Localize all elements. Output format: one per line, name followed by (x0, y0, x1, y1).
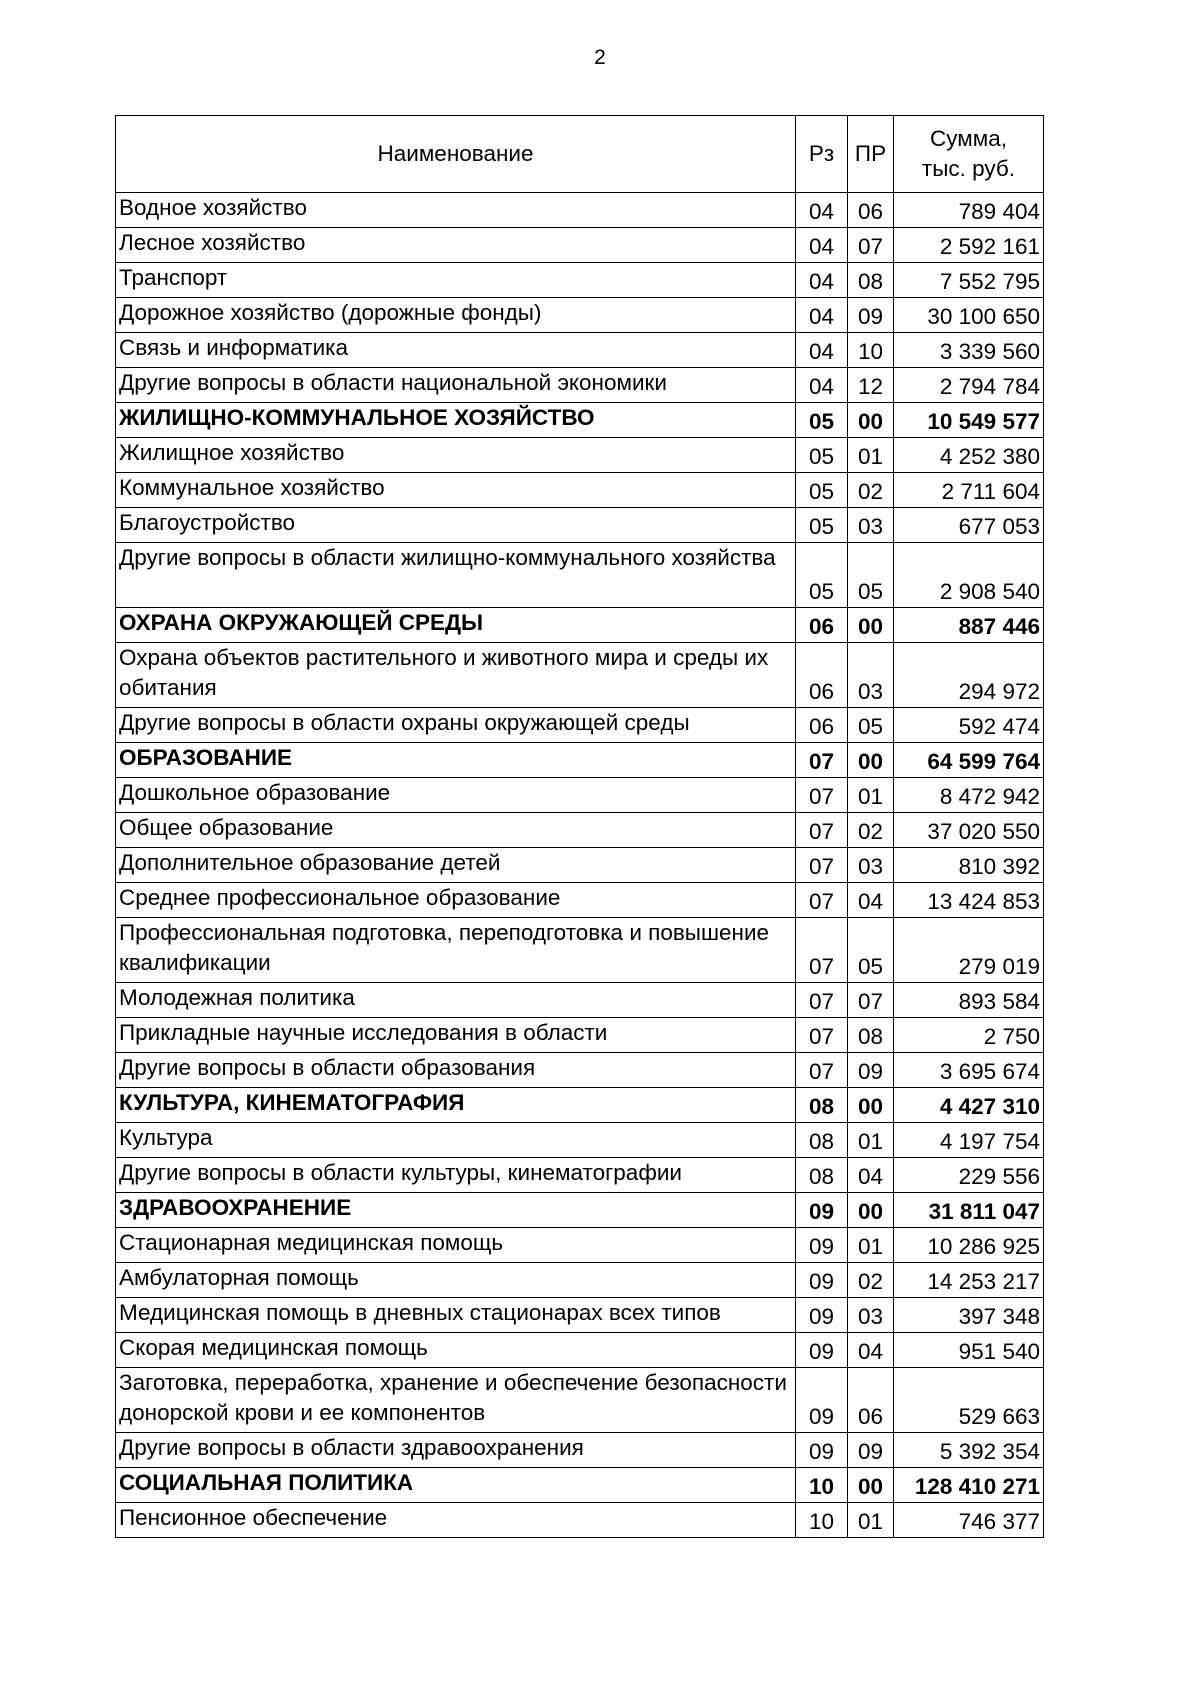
row-name: Лесное хозяйство (116, 228, 796, 263)
row-name: Пенсионное обеспечение (116, 1503, 796, 1538)
row-sum: 887 446 (894, 608, 1044, 643)
row-name: Другие вопросы в области культуры, кинематографии (116, 1158, 796, 1193)
row-rz: 06 (796, 708, 848, 743)
row-name: ЖИЛИЩНО-КОММУНАЛЬНОЕ ХОЗЯЙСТВО (116, 403, 796, 438)
table-row (116, 1298, 1044, 1333)
table-row (116, 333, 1044, 368)
budget-table (115, 115, 1044, 1538)
row-rz: 08 (796, 1088, 848, 1123)
row-name: Благоустройство (116, 508, 796, 543)
row-pr: 01 (848, 1123, 894, 1158)
row-name: Водное хозяйство (116, 193, 796, 228)
header-sum (894, 116, 1044, 193)
row-pr: 06 (848, 1368, 894, 1433)
row-pr: 01 (848, 1228, 894, 1263)
row-name: Скорая медицинская помощь (116, 1333, 796, 1368)
row-sum: 2 908 540 (894, 543, 1044, 608)
row-sum: 893 584 (894, 983, 1044, 1018)
table-row (116, 983, 1044, 1018)
row-name: Заготовка, переработка, хранение и обеспечение безопасности донорской крови и ее компонентов (116, 1368, 796, 1433)
row-rz: 07 (796, 848, 848, 883)
row-pr: 02 (848, 813, 894, 848)
row-pr: 09 (848, 1433, 894, 1468)
row-rz: 07 (796, 983, 848, 1018)
row-rz: 09 (796, 1433, 848, 1468)
row-sum: 13 424 853 (894, 883, 1044, 918)
header-pr: ПР (848, 116, 894, 193)
row-name: ЗДРАВООХРАНЕНИЕ (116, 1193, 796, 1228)
row-pr: 03 (848, 1298, 894, 1333)
row-rz: 07 (796, 918, 848, 983)
row-name: КУЛЬТУРА, КИНЕМАТОГРАФИЯ (116, 1088, 796, 1123)
row-rz: 09 (796, 1333, 848, 1368)
table-header (116, 116, 1044, 193)
row-rz: 07 (796, 1053, 848, 1088)
table-row (116, 228, 1044, 263)
table-row (116, 1503, 1044, 1538)
row-name: ОХРАНА ОКРУЖАЮЩЕЙ СРЕДЫ (116, 608, 796, 643)
row-name: Дополнительное образование детей (116, 848, 796, 883)
row-sum: 14 253 217 (894, 1263, 1044, 1298)
row-pr: 02 (848, 1263, 894, 1298)
row-rz: 04 (796, 228, 848, 263)
row-rz: 07 (796, 778, 848, 813)
row-name: Другие вопросы в области здравоохранения (116, 1433, 796, 1468)
row-rz: 10 (796, 1503, 848, 1538)
row-sum: 592 474 (894, 708, 1044, 743)
row-sum: 7 552 795 (894, 263, 1044, 298)
table-row (116, 1228, 1044, 1263)
row-pr: 06 (848, 193, 894, 228)
table-row (116, 438, 1044, 473)
table-row (116, 193, 1044, 228)
row-name: Другие вопросы в области образования (116, 1053, 796, 1088)
table-row (116, 1158, 1044, 1193)
row-sum: 3 695 674 (894, 1053, 1044, 1088)
row-rz: 08 (796, 1158, 848, 1193)
row-rz: 10 (796, 1468, 848, 1503)
row-rz: 07 (796, 1018, 848, 1053)
row-sum: 294 972 (894, 643, 1044, 708)
row-name: Связь и информатика (116, 333, 796, 368)
row-rz: 07 (796, 813, 848, 848)
row-sum: 10 286 925 (894, 1228, 1044, 1263)
table-row (116, 1333, 1044, 1368)
row-rz: 04 (796, 263, 848, 298)
row-sum: 529 663 (894, 1368, 1044, 1433)
section-row (116, 1468, 1044, 1503)
page-number: 2 (594, 46, 606, 69)
row-name: Стационарная медицинская помощь (116, 1228, 796, 1263)
table-row (116, 1263, 1044, 1298)
row-sum: 3 339 560 (894, 333, 1044, 368)
row-sum: 30 100 650 (894, 298, 1044, 333)
table-row (116, 708, 1044, 743)
row-pr: 07 (848, 228, 894, 263)
row-rz: 09 (796, 1263, 848, 1298)
row-sum: 789 404 (894, 193, 1044, 228)
table-row (116, 298, 1044, 333)
row-pr: 00 (848, 743, 894, 778)
row-name: Другие вопросы в области жилищно-коммунального хозяйства (116, 543, 796, 608)
section-row (116, 1193, 1044, 1228)
row-name: Прикладные научные исследования в области (116, 1018, 796, 1053)
row-rz: 07 (796, 883, 848, 918)
row-rz: 04 (796, 333, 848, 368)
table-row (116, 543, 1044, 608)
row-rz: 09 (796, 1228, 848, 1263)
header-sum-line1: Сумма, (930, 126, 1007, 151)
row-pr: 00 (848, 1088, 894, 1123)
row-name: Охрана объектов растительного и животного мира и среды их обитания (116, 643, 796, 708)
header-rz: Рз (796, 116, 848, 193)
row-name: Медицинская помощь в дневных стационарах всех типов (116, 1298, 796, 1333)
row-pr: 09 (848, 298, 894, 333)
section-row (116, 608, 1044, 643)
row-pr: 00 (848, 1193, 894, 1228)
row-pr: 03 (848, 508, 894, 543)
row-pr: 08 (848, 1018, 894, 1053)
table-row (116, 1123, 1044, 1158)
table-row (116, 1433, 1044, 1468)
table-row (116, 883, 1044, 918)
row-name: Транспорт (116, 263, 796, 298)
row-sum: 64 599 764 (894, 743, 1044, 778)
row-pr: 05 (848, 918, 894, 983)
row-pr: 04 (848, 1333, 894, 1368)
row-sum: 4 427 310 (894, 1088, 1044, 1123)
row-name: Другие вопросы в области национальной экономики (116, 368, 796, 403)
row-name: Жилищное хозяйство (116, 438, 796, 473)
row-rz: 04 (796, 368, 848, 403)
row-sum: 810 392 (894, 848, 1044, 883)
row-sum: 2 592 161 (894, 228, 1044, 263)
row-rz: 05 (796, 543, 848, 608)
row-rz: 09 (796, 1193, 848, 1228)
header-sum-line2: тыс. руб. (921, 156, 1016, 181)
section-row (116, 743, 1044, 778)
table-row (116, 813, 1044, 848)
table-row (116, 778, 1044, 813)
row-sum: 31 811 047 (894, 1193, 1044, 1228)
table-row (116, 848, 1044, 883)
row-rz: 05 (796, 403, 848, 438)
row-pr: 00 (848, 608, 894, 643)
row-name: Дорожное хозяйство (дорожные фонды) (116, 298, 796, 333)
row-sum: 951 540 (894, 1333, 1044, 1368)
row-pr: 03 (848, 643, 894, 708)
row-rz: 05 (796, 508, 848, 543)
row-rz: 09 (796, 1298, 848, 1333)
row-sum: 229 556 (894, 1158, 1044, 1193)
row-pr: 01 (848, 778, 894, 813)
row-rz: 05 (796, 473, 848, 508)
row-name: Профессиональная подготовка, переподготовка и повышение квалификации (116, 918, 796, 983)
row-rz: 06 (796, 643, 848, 708)
table-row (116, 643, 1044, 708)
section-row (116, 1088, 1044, 1123)
row-rz: 08 (796, 1123, 848, 1158)
row-sum: 37 020 550 (894, 813, 1044, 848)
row-sum: 2 794 784 (894, 368, 1044, 403)
row-pr: 03 (848, 848, 894, 883)
table-row (116, 368, 1044, 403)
row-sum: 8 472 942 (894, 778, 1044, 813)
row-name: Другие вопросы в области охраны окружающей среды (116, 708, 796, 743)
header-name: Наименование (116, 116, 796, 193)
row-pr: 04 (848, 1158, 894, 1193)
row-sum: 677 053 (894, 508, 1044, 543)
row-sum: 279 019 (894, 918, 1044, 983)
row-rz: 05 (796, 438, 848, 473)
row-sum: 746 377 (894, 1503, 1044, 1538)
row-sum: 4 197 754 (894, 1123, 1044, 1158)
row-pr: 09 (848, 1053, 894, 1088)
table-row (116, 263, 1044, 298)
row-sum: 2 711 604 (894, 473, 1044, 508)
row-pr: 00 (848, 403, 894, 438)
row-name: Амбулаторная помощь (116, 1263, 796, 1298)
table-row (116, 1368, 1044, 1433)
row-name: СОЦИАЛЬНАЯ ПОЛИТИКА (116, 1468, 796, 1503)
table-row (116, 1018, 1044, 1053)
row-sum: 5 392 354 (894, 1433, 1044, 1468)
row-pr: 01 (848, 1503, 894, 1538)
row-pr: 12 (848, 368, 894, 403)
section-row (116, 403, 1044, 438)
row-pr: 10 (848, 333, 894, 368)
row-sum: 397 348 (894, 1298, 1044, 1333)
row-pr: 08 (848, 263, 894, 298)
row-rz: 04 (796, 193, 848, 228)
row-pr: 01 (848, 438, 894, 473)
row-pr: 05 (848, 543, 894, 608)
row-rz: 06 (796, 608, 848, 643)
row-pr: 07 (848, 983, 894, 1018)
row-sum: 10 549 577 (894, 403, 1044, 438)
row-name: Дошкольное образование (116, 778, 796, 813)
row-pr: 04 (848, 883, 894, 918)
table-row (116, 1053, 1044, 1088)
table-row (116, 473, 1044, 508)
row-sum: 2 750 (894, 1018, 1044, 1053)
row-pr: 05 (848, 708, 894, 743)
row-rz: 07 (796, 743, 848, 778)
row-name: ОБРАЗОВАНИЕ (116, 743, 796, 778)
row-name: Молодежная политика (116, 983, 796, 1018)
table-row (116, 918, 1044, 983)
row-sum: 128 410 271 (894, 1468, 1044, 1503)
row-rz: 09 (796, 1368, 848, 1433)
row-pr: 02 (848, 473, 894, 508)
row-pr: 00 (848, 1468, 894, 1503)
row-name: Общее образование (116, 813, 796, 848)
row-sum: 4 252 380 (894, 438, 1044, 473)
table-body (116, 193, 1044, 1538)
row-rz: 04 (796, 298, 848, 333)
row-name: Культура (116, 1123, 796, 1158)
row-name: Коммунальное хозяйство (116, 473, 796, 508)
table-row (116, 508, 1044, 543)
row-name: Среднее профессиональное образование (116, 883, 796, 918)
